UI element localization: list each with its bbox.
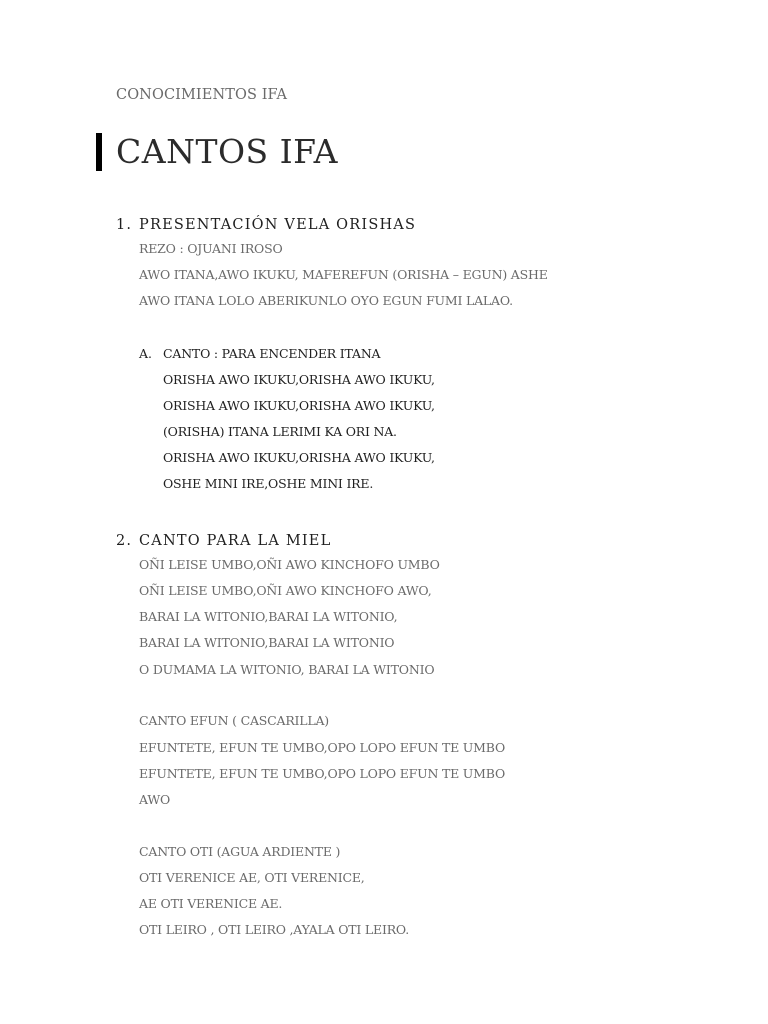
text-line: CANTO OTI (AGUA ARDIENTE ) — [139, 844, 341, 859]
subitem-line: ORISHA AWO IKUKU,ORISHA AWO IKUKU, — [163, 372, 435, 387]
subitem-line: ORISHA AWO IKUKU,ORISHA AWO IKUKU, — [163, 398, 435, 413]
subitem-line: ORISHA AWO IKUKU,ORISHA AWO IKUKU, — [163, 450, 435, 465]
section-number: 1. — [116, 217, 133, 233]
subitem-line: CANTO : PARA ENCENDER ITANA — [163, 346, 381, 361]
text-line: OÑI LEISE UMBO,OÑI AWO KINCHOFO AWO, — [139, 583, 432, 598]
text-line: BARAI LA WITONIO,BARAI LA WITONIO — [139, 635, 395, 650]
section-title: PRESENTACIÓN VELA ORISHAS — [139, 217, 417, 233]
title-accent-bar — [96, 133, 102, 171]
text-line: AWO — [139, 792, 171, 807]
text-line: O DUMAMA LA WITONIO, BARAI LA WITONIO — [139, 662, 435, 677]
subitem-marker: A. — [139, 346, 153, 361]
text-line: OTI VERENICE AE, OTI VERENICE, — [139, 870, 365, 885]
text-line: OTI LEIRO , OTI LEIRO ,AYALA OTI LEIRO. — [139, 922, 409, 937]
text-line: AWO ITANA LOLO ABERIKUNLO OYO EGUN FUMI LALAO. — [139, 293, 513, 308]
subitem-line: OSHE MINI IRE,OSHE MINI IRE. — [163, 476, 374, 491]
text-line: EFUNTETE, EFUN TE UMBO,OPO LOPO EFUN TE UMBO — [139, 766, 505, 781]
section-heading-2 — [116, 531, 331, 551]
header-label: CONOCIMIENTOS IFA — [116, 87, 288, 103]
section-number: 2. — [116, 533, 133, 549]
section-title: CANTO PARA LA MIEL — [139, 533, 332, 549]
text-line: AWO ITANA,AWO IKUKU, MAFEREFUN (ORISHA – EGUN) ASHE — [139, 267, 548, 282]
section-heading-1 — [116, 215, 416, 235]
text-line: EFUNTETE, EFUN TE UMBO,OPO LOPO EFUN TE UMBO — [139, 740, 505, 755]
page-title: CANTOS IFA — [116, 132, 339, 171]
text-line: REZO : OJUANI IROSO — [139, 241, 283, 256]
text-line: AE OTI VERENICE AE. — [139, 896, 283, 911]
text-line: CANTO EFUN ( CASCARILLA) — [139, 713, 329, 728]
subitem-line: (ORISHA) ITANA LERIMI KA ORI NA. — [163, 424, 397, 439]
text-line: OÑI LEISE UMBO,OÑI AWO KINCHOFO UMBO — [139, 557, 440, 572]
text-line: BARAI LA WITONIO,BARAI LA WITONIO, — [139, 609, 398, 624]
